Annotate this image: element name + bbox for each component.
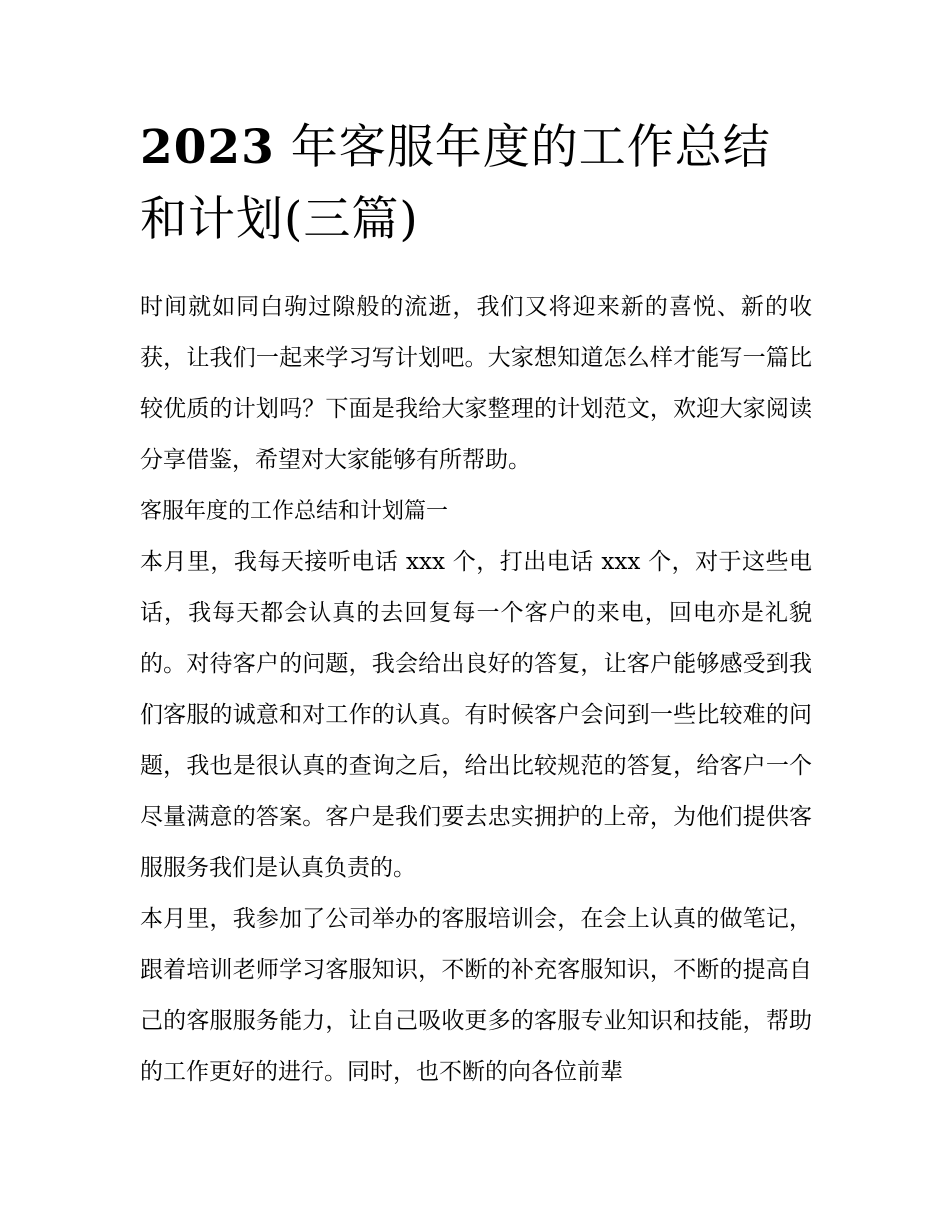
document-content (140, 112, 812, 1098)
body-paragraph-2: 本月里，我参加了公司举办的客服培训会，在会上认真的做笔记，跟着培训老师学习客服知识，不断的补充客服知识，不断的提高自己的客服服务能力，让自己吸收更多的客服专业知识和技能，帮助的工作更好的进行。同时，也不断的向各位前辈 (140, 906, 812, 1085)
title-text: 年客服年度的工作总结和计划(三篇) (140, 120, 771, 247)
section-heading: 客服年度的工作总结和计划篇一 (140, 499, 449, 524)
title-year: 2023 (140, 120, 275, 175)
document-title (140, 112, 812, 256)
intro-paragraph: 时间就如同白驹过隙般的流逝，我们又将迎来新的喜悦、新的收获，让我们一起来学习写计划吧。大家想知道怎么样才能写一篇比较优质的计划吗？下面是我给大家整理的计划范文，欢迎大家阅读分享借鉴，希望对大家能够有所帮助。 (140, 294, 812, 473)
body-paragraph-1: 本月里，我每天接听电话 xxx 个，打出电话 xxx 个，对于这些电话，我每天都会认真的去回复每一个客户的来电，回电亦是礼貌的。对待客户的问题，我会给出良好的答复，让客户能够感受到我们客服的诚意和对工作的认真。有时候客户会问到一些比较难的问题，我也是很认真的查询之后，给出比较规范的答复，给客户一个尽量满意的答案。客户是我们要去忠实拥护的上帝，为他们提供客服服务我们是认真负责的。 (140, 549, 812, 881)
document-body (140, 282, 812, 1098)
